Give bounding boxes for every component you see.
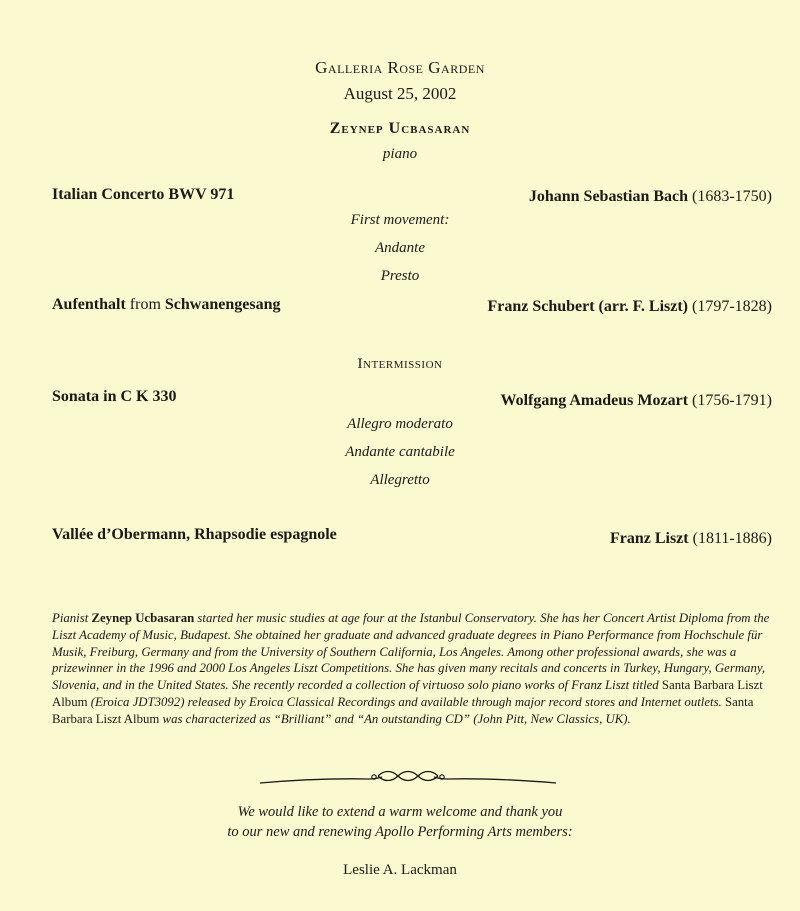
composer-name: Franz Liszt xyxy=(609,530,689,547)
movement: Allegro moderato xyxy=(347,416,453,432)
program-work-4: Vallée d’Obermann, Rhapsodie espagnole xyxy=(52,526,337,543)
program-work-2 xyxy=(52,296,280,314)
program-work-1: Italian Concerto BWV 971 xyxy=(52,186,235,203)
movement: Presto xyxy=(380,268,420,284)
work-cycle: Schwanengesang xyxy=(164,296,281,313)
bio-text: started her music studies at age four at the Istanbul Conservatory. She has her Concert Artist Diploma from the Liszt Academy of Music, Budapest. She obtained her graduate and advanced graduate degrees in Piano Performance from Hochschule für Musik, Freiburg, Germany and from the University of Southern California, Los Angeles. Among other professional awards, she was a prizewinner in the 1996 and 2000 Los Angeles Liszt Competitions. She has given many recitals and concerts in Turkey, Hungary, Germany, Slovenia, and in the United States. She recently recorded a collection of virtuoso solo piano works of Franz Liszt titled xyxy=(52,611,770,693)
program-composer-4 xyxy=(610,530,772,548)
movement: First movement: xyxy=(350,212,450,228)
work-title: Aufenthalt xyxy=(52,296,126,313)
bio-text: was characterized as “Brilliant” and “An outstanding CD” (John Pitt, New Classics, UK). xyxy=(159,711,631,726)
work-connector: from xyxy=(125,296,165,313)
composer-years: (1756-1791) xyxy=(692,392,772,409)
artist-name: Zeynep Ucbasaran xyxy=(329,120,471,137)
program-composer-3 xyxy=(500,392,772,410)
composer-years: (1797-1828) xyxy=(692,298,772,315)
bio-text: Pianist xyxy=(52,611,92,625)
artist-biography xyxy=(52,610,772,728)
composer-name: Johann Sebastian Bach xyxy=(528,188,689,205)
movement: Allegretto xyxy=(370,472,430,488)
movement: Andante cantabile xyxy=(345,444,455,460)
bio-album-title: Santa Barbara Liszt Album xyxy=(52,694,754,726)
flourish-ornament-icon xyxy=(258,768,558,792)
concert-date: August 25, 2002 xyxy=(343,84,457,103)
artist-instrument: piano xyxy=(382,146,418,162)
movement: Andante xyxy=(375,240,425,256)
member-name: Leslie A. Lackman xyxy=(343,862,457,878)
intermission-label: Intermission xyxy=(357,356,443,372)
welcome-line: We would like to extend a warm welcome and thank you xyxy=(237,804,563,820)
program-composer-2 xyxy=(487,298,772,316)
venue-name: Galleria Rose Garden xyxy=(315,58,485,77)
composer-name: Franz Schubert (arr. F. Liszt) xyxy=(487,298,689,315)
bio-text: (Eroica JDT3092) released by Eroica Classical Recordings and available through major record stores and Internet outlets. xyxy=(87,694,725,709)
bio-album-title: Santa Barbara Liszt Album xyxy=(52,678,763,709)
welcome-line: to our new and renewing Apollo Performing Arts members: xyxy=(227,824,573,840)
bio-artist-name: Zeynep Ucbasaran xyxy=(91,611,195,625)
welcome-message xyxy=(0,802,800,842)
composer-years: (1683-1750) xyxy=(692,188,772,205)
program-composer-1 xyxy=(529,188,772,206)
program-work-3: Sonata in C K 330 xyxy=(52,388,177,405)
composer-years: (1811-1886) xyxy=(692,530,772,547)
composer-name: Wolfgang Amadeus Mozart xyxy=(500,392,689,409)
